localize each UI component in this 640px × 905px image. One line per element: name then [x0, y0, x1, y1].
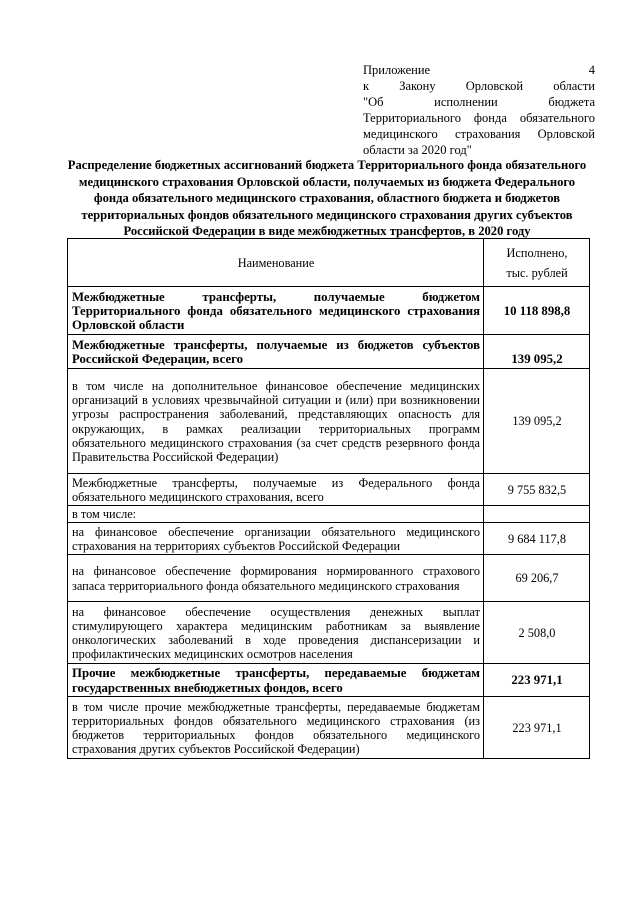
row-name: Прочие межбюджетные трансферты, передаваемые бюджетам государственных внебюджетных фондов, всего	[68, 664, 484, 697]
row-name: Межбюджетные трансферты, получаемые из Федерального фонда обязательного медицинского страхования, всего	[68, 474, 484, 506]
row-value: 2 508,0	[484, 602, 590, 664]
header-name: Наименование	[68, 239, 484, 287]
row-value: 9 755 832,5	[484, 474, 590, 506]
table-row	[68, 335, 590, 369]
appendix-note	[363, 62, 595, 158]
row-name: Межбюджетные трансферты, получаемые бюджетом Территориального фонда обязательного медицинского страхования Орловской области	[68, 287, 484, 335]
table-row	[68, 602, 590, 664]
appendix-line: медицинского страхования Орловской	[363, 127, 595, 141]
row-value: 10 118 898,8	[484, 287, 590, 335]
row-value: 139 095,2	[484, 335, 590, 369]
table-row	[68, 664, 590, 697]
appendix-line: к Закону Орловской области	[363, 79, 595, 93]
row-name: в том числе:	[68, 506, 484, 523]
row-name: Межбюджетные трансферты, получаемые из бюджетов субъектов Российской Федерации, всего	[68, 335, 484, 369]
table-row	[68, 555, 590, 602]
appendix-line: области за 2020 год"	[363, 143, 472, 157]
table-row	[68, 287, 590, 335]
appendix-line: Территориального фонда обязательного	[363, 111, 595, 125]
header-value-line2: тыс. рублей	[506, 266, 568, 280]
row-name: на финансовое обеспечение формирования нормированного страхового запаса территориального фонда обязательного медицинского страхования	[68, 555, 484, 602]
row-value	[484, 506, 590, 523]
row-name: на финансовое обеспечение осуществления денежных выплат стимулирующего характера медицинским работникам за выявление онкологических заболеваний в ходе проведения диспансеризации и профилактических медицинских осмотров населения	[68, 602, 484, 664]
row-name: в том числе на дополнительное финансовое обеспечение медицинских организаций в условиях чрезвычайной ситуации и (или) при возникновении угрозы распространения заболеваний, представляющих опасность для окружающих, в рамках реализации территориальных программ обязательного медицинского страхования (за счет средств резервного фонда Правительства Российской Федерации)	[68, 369, 484, 474]
row-value: 9 684 117,8	[484, 523, 590, 555]
appendix-line: "Об исполнении бюджета	[363, 95, 595, 109]
table-row	[68, 697, 590, 759]
table-row	[68, 506, 590, 523]
row-value: 139 095,2	[484, 369, 590, 474]
header-value-line1: Исполнено,	[506, 246, 568, 260]
row-name: на финансовое обеспечение организации обязательного медицинского страхования на территориях субъектов Российской Федерации	[68, 523, 484, 555]
table-row	[68, 474, 590, 506]
table-row	[68, 369, 590, 474]
table-header-row	[68, 239, 590, 287]
table-row	[68, 523, 590, 555]
row-value: 223 971,1	[484, 664, 590, 697]
header-value	[484, 239, 590, 287]
document-title: Распределение бюджетных ассигнований бюджета Территориального фонда обязательного медицинского страхования Орловской области, получаемых из бюджета Федерального фонда обязательного медицинского страхования, областного бюджета и бюджетов территориальных фондов обязательного медицинского страхования других субъектов Российской Федерации в виде межбюджетных трансфертов, в 2020 году	[67, 158, 587, 239]
row-name: в том числе прочие межбюджетные трансферты, передаваемые бюджетам территориальных фондов обязательного медицинского страхования (из бюджетов территориальных фондов обязательного медицинского страхования других субъектов Российской Федерации)	[68, 697, 484, 759]
budget-table	[67, 238, 590, 759]
row-value: 223 971,1	[484, 697, 590, 759]
row-value: 69 206,7	[484, 555, 590, 602]
appendix-line: Приложение 4	[363, 63, 595, 77]
